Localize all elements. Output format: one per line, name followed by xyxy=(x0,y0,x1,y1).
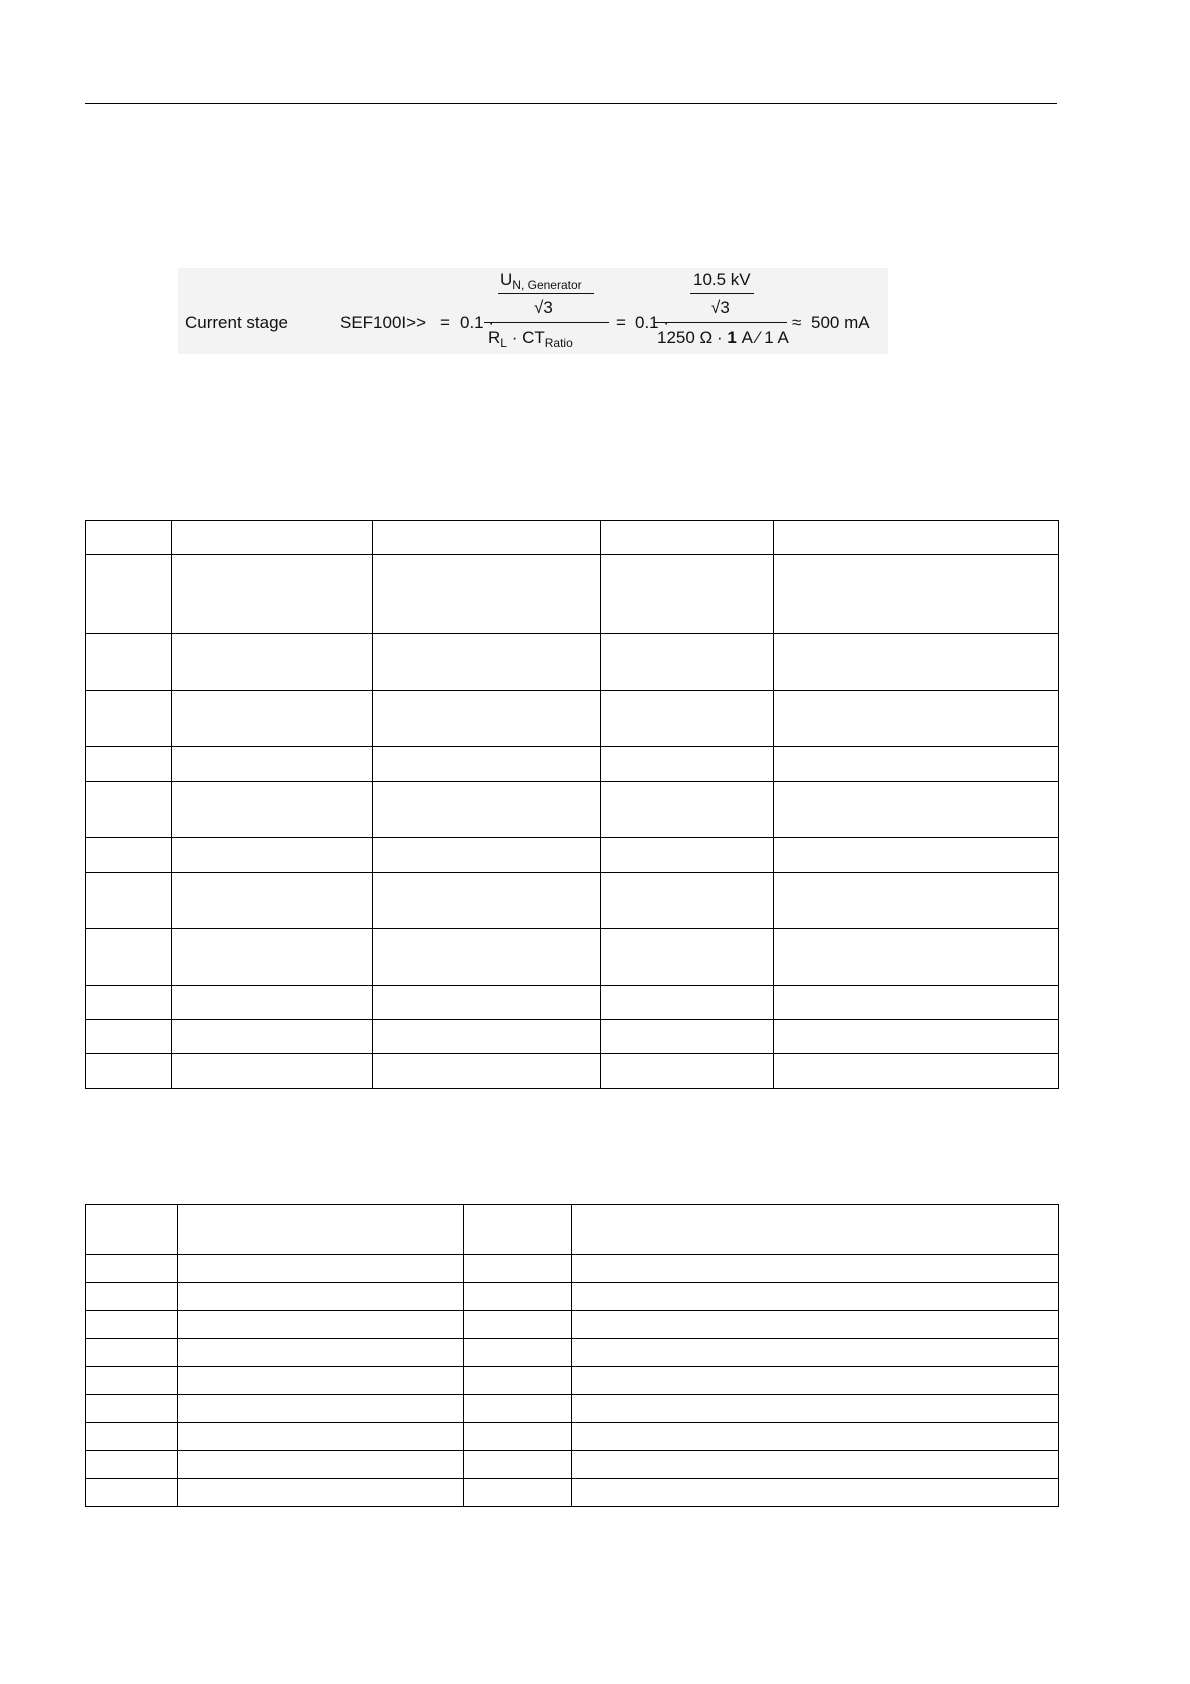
table-cell xyxy=(86,634,172,691)
sqrt3-a: √3 xyxy=(534,298,553,317)
table-cell xyxy=(172,747,373,782)
table-row xyxy=(86,1054,1059,1089)
table-two xyxy=(85,1204,1059,1507)
table-cell xyxy=(373,782,601,838)
denominator-rl-ct: $R_L \cdot CT_{Ratio}$ xyxy=(488,328,573,350)
table-cell xyxy=(601,634,774,691)
table-cell xyxy=(178,1205,464,1255)
value-main-fraction-line xyxy=(654,322,787,323)
table-cell xyxy=(572,1205,1059,1255)
table-cell xyxy=(172,634,373,691)
table-cell xyxy=(572,1283,1059,1311)
table-cell xyxy=(172,929,373,986)
table-row xyxy=(86,747,1059,782)
stage-name: SEF100I>> xyxy=(340,313,427,332)
table-cell xyxy=(86,838,172,873)
equals-sign-2: = xyxy=(616,313,626,332)
table-cell xyxy=(373,747,601,782)
sef-current-formula xyxy=(178,268,888,354)
table-cell xyxy=(178,1451,464,1479)
table-cell xyxy=(86,1283,178,1311)
table-cell xyxy=(86,873,172,929)
table-cell xyxy=(572,1479,1059,1507)
table-cell xyxy=(572,1451,1059,1479)
table-row xyxy=(86,1020,1059,1054)
table-cell xyxy=(774,1054,1059,1089)
table-cell xyxy=(373,634,601,691)
table-cell xyxy=(172,555,373,634)
table-cell xyxy=(373,986,601,1020)
table-row xyxy=(86,873,1059,929)
table-cell xyxy=(774,691,1059,747)
table-row xyxy=(86,691,1059,747)
table-cell xyxy=(601,555,774,634)
table-cell xyxy=(464,1339,572,1367)
inner-fraction-line xyxy=(498,293,594,294)
numerator-voltage: $U_{N, Generator}$ xyxy=(500,270,582,292)
table-cell xyxy=(172,691,373,747)
table-cell xyxy=(373,1020,601,1054)
formula-result: 500 mA xyxy=(811,313,870,332)
table-cell xyxy=(572,1339,1059,1367)
table-cell xyxy=(172,873,373,929)
table-cell xyxy=(601,1054,774,1089)
table-cell xyxy=(373,555,601,634)
table-row xyxy=(86,555,1059,634)
factor-two: 0.1 · xyxy=(635,313,670,332)
table-row xyxy=(86,1479,1059,1507)
table-cell xyxy=(86,1339,178,1367)
table-cell xyxy=(86,1451,178,1479)
table-cell xyxy=(464,1423,572,1451)
table-row xyxy=(86,521,1059,555)
formula-label: Current stage xyxy=(185,313,288,332)
table-cell xyxy=(774,986,1059,1020)
main-fraction-line xyxy=(484,322,609,323)
table-row xyxy=(86,1283,1059,1311)
denominator-value: 1250 Ω · 1 A ⁄ 1 A xyxy=(657,328,789,347)
table-cell xyxy=(601,986,774,1020)
table-cell xyxy=(86,1423,178,1451)
table-cell xyxy=(601,521,774,555)
table-cell xyxy=(373,838,601,873)
table-cell xyxy=(464,1367,572,1395)
table-cell xyxy=(774,521,1059,555)
table-row xyxy=(86,1205,1059,1255)
table-cell xyxy=(86,521,172,555)
table-row xyxy=(86,986,1059,1020)
factor-one: 0.1 · xyxy=(460,313,495,332)
table-cell xyxy=(86,1020,172,1054)
header-rule xyxy=(85,103,1057,104)
table-cell xyxy=(86,555,172,634)
table-row xyxy=(86,1255,1059,1283)
approx-sign: ≈ xyxy=(792,313,802,332)
value-inner-fraction-line xyxy=(690,293,754,294)
numerator-value: 10.5 kV xyxy=(693,270,751,289)
table-row xyxy=(86,1367,1059,1395)
table-row xyxy=(86,929,1059,986)
table-cell xyxy=(601,691,774,747)
table-cell xyxy=(572,1255,1059,1283)
table-cell xyxy=(86,747,172,782)
table-cell xyxy=(601,747,774,782)
table-row xyxy=(86,1395,1059,1423)
table-cell xyxy=(464,1205,572,1255)
table-cell xyxy=(178,1255,464,1283)
table-one xyxy=(85,520,1059,1089)
table-cell xyxy=(86,986,172,1020)
table-cell xyxy=(601,838,774,873)
table-cell xyxy=(601,873,774,929)
table-cell xyxy=(86,1367,178,1395)
table-cell xyxy=(86,691,172,747)
table-cell xyxy=(178,1339,464,1367)
table-cell xyxy=(774,1020,1059,1054)
table-cell xyxy=(464,1255,572,1283)
table-cell xyxy=(373,873,601,929)
table-cell xyxy=(572,1311,1059,1339)
table-cell xyxy=(601,929,774,986)
table-cell xyxy=(178,1423,464,1451)
table-cell xyxy=(86,1479,178,1507)
table-cell xyxy=(774,747,1059,782)
table-cell xyxy=(572,1423,1059,1451)
table-cell xyxy=(86,929,172,986)
table-cell xyxy=(178,1311,464,1339)
table-cell xyxy=(373,691,601,747)
table-row xyxy=(86,634,1059,691)
equals-sign: = xyxy=(440,313,450,332)
table-cell xyxy=(774,555,1059,634)
sqrt3-b: √3 xyxy=(711,298,730,317)
table-row xyxy=(86,1423,1059,1451)
table-cell xyxy=(464,1479,572,1507)
table-cell xyxy=(774,929,1059,986)
table-row xyxy=(86,838,1059,873)
table-cell xyxy=(601,782,774,838)
table-row xyxy=(86,1311,1059,1339)
table-cell xyxy=(178,1283,464,1311)
table-cell xyxy=(172,782,373,838)
table-cell xyxy=(464,1395,572,1423)
table-row xyxy=(86,1451,1059,1479)
table-cell xyxy=(172,1054,373,1089)
table-cell xyxy=(172,1020,373,1054)
table-cell xyxy=(572,1395,1059,1423)
table-cell xyxy=(774,634,1059,691)
table-cell xyxy=(86,1054,172,1089)
table-cell xyxy=(373,929,601,986)
table-cell xyxy=(86,1395,178,1423)
table-cell xyxy=(373,1054,601,1089)
table-cell xyxy=(774,782,1059,838)
table-cell xyxy=(774,873,1059,929)
table-row xyxy=(86,1339,1059,1367)
table-cell xyxy=(373,521,601,555)
table-cell xyxy=(178,1395,464,1423)
table-cell xyxy=(601,1020,774,1054)
table-cell xyxy=(178,1367,464,1395)
table-cell xyxy=(86,782,172,838)
table-row xyxy=(86,782,1059,838)
table-cell xyxy=(86,1311,178,1339)
table-cell xyxy=(86,1255,178,1283)
table-cell xyxy=(464,1283,572,1311)
table-cell xyxy=(572,1367,1059,1395)
table-cell xyxy=(172,838,373,873)
table-cell xyxy=(464,1311,572,1339)
table-cell xyxy=(774,838,1059,873)
table-cell xyxy=(172,986,373,1020)
table-cell xyxy=(178,1479,464,1507)
table-cell xyxy=(172,521,373,555)
table-cell xyxy=(464,1451,572,1479)
table-cell xyxy=(86,1205,178,1255)
